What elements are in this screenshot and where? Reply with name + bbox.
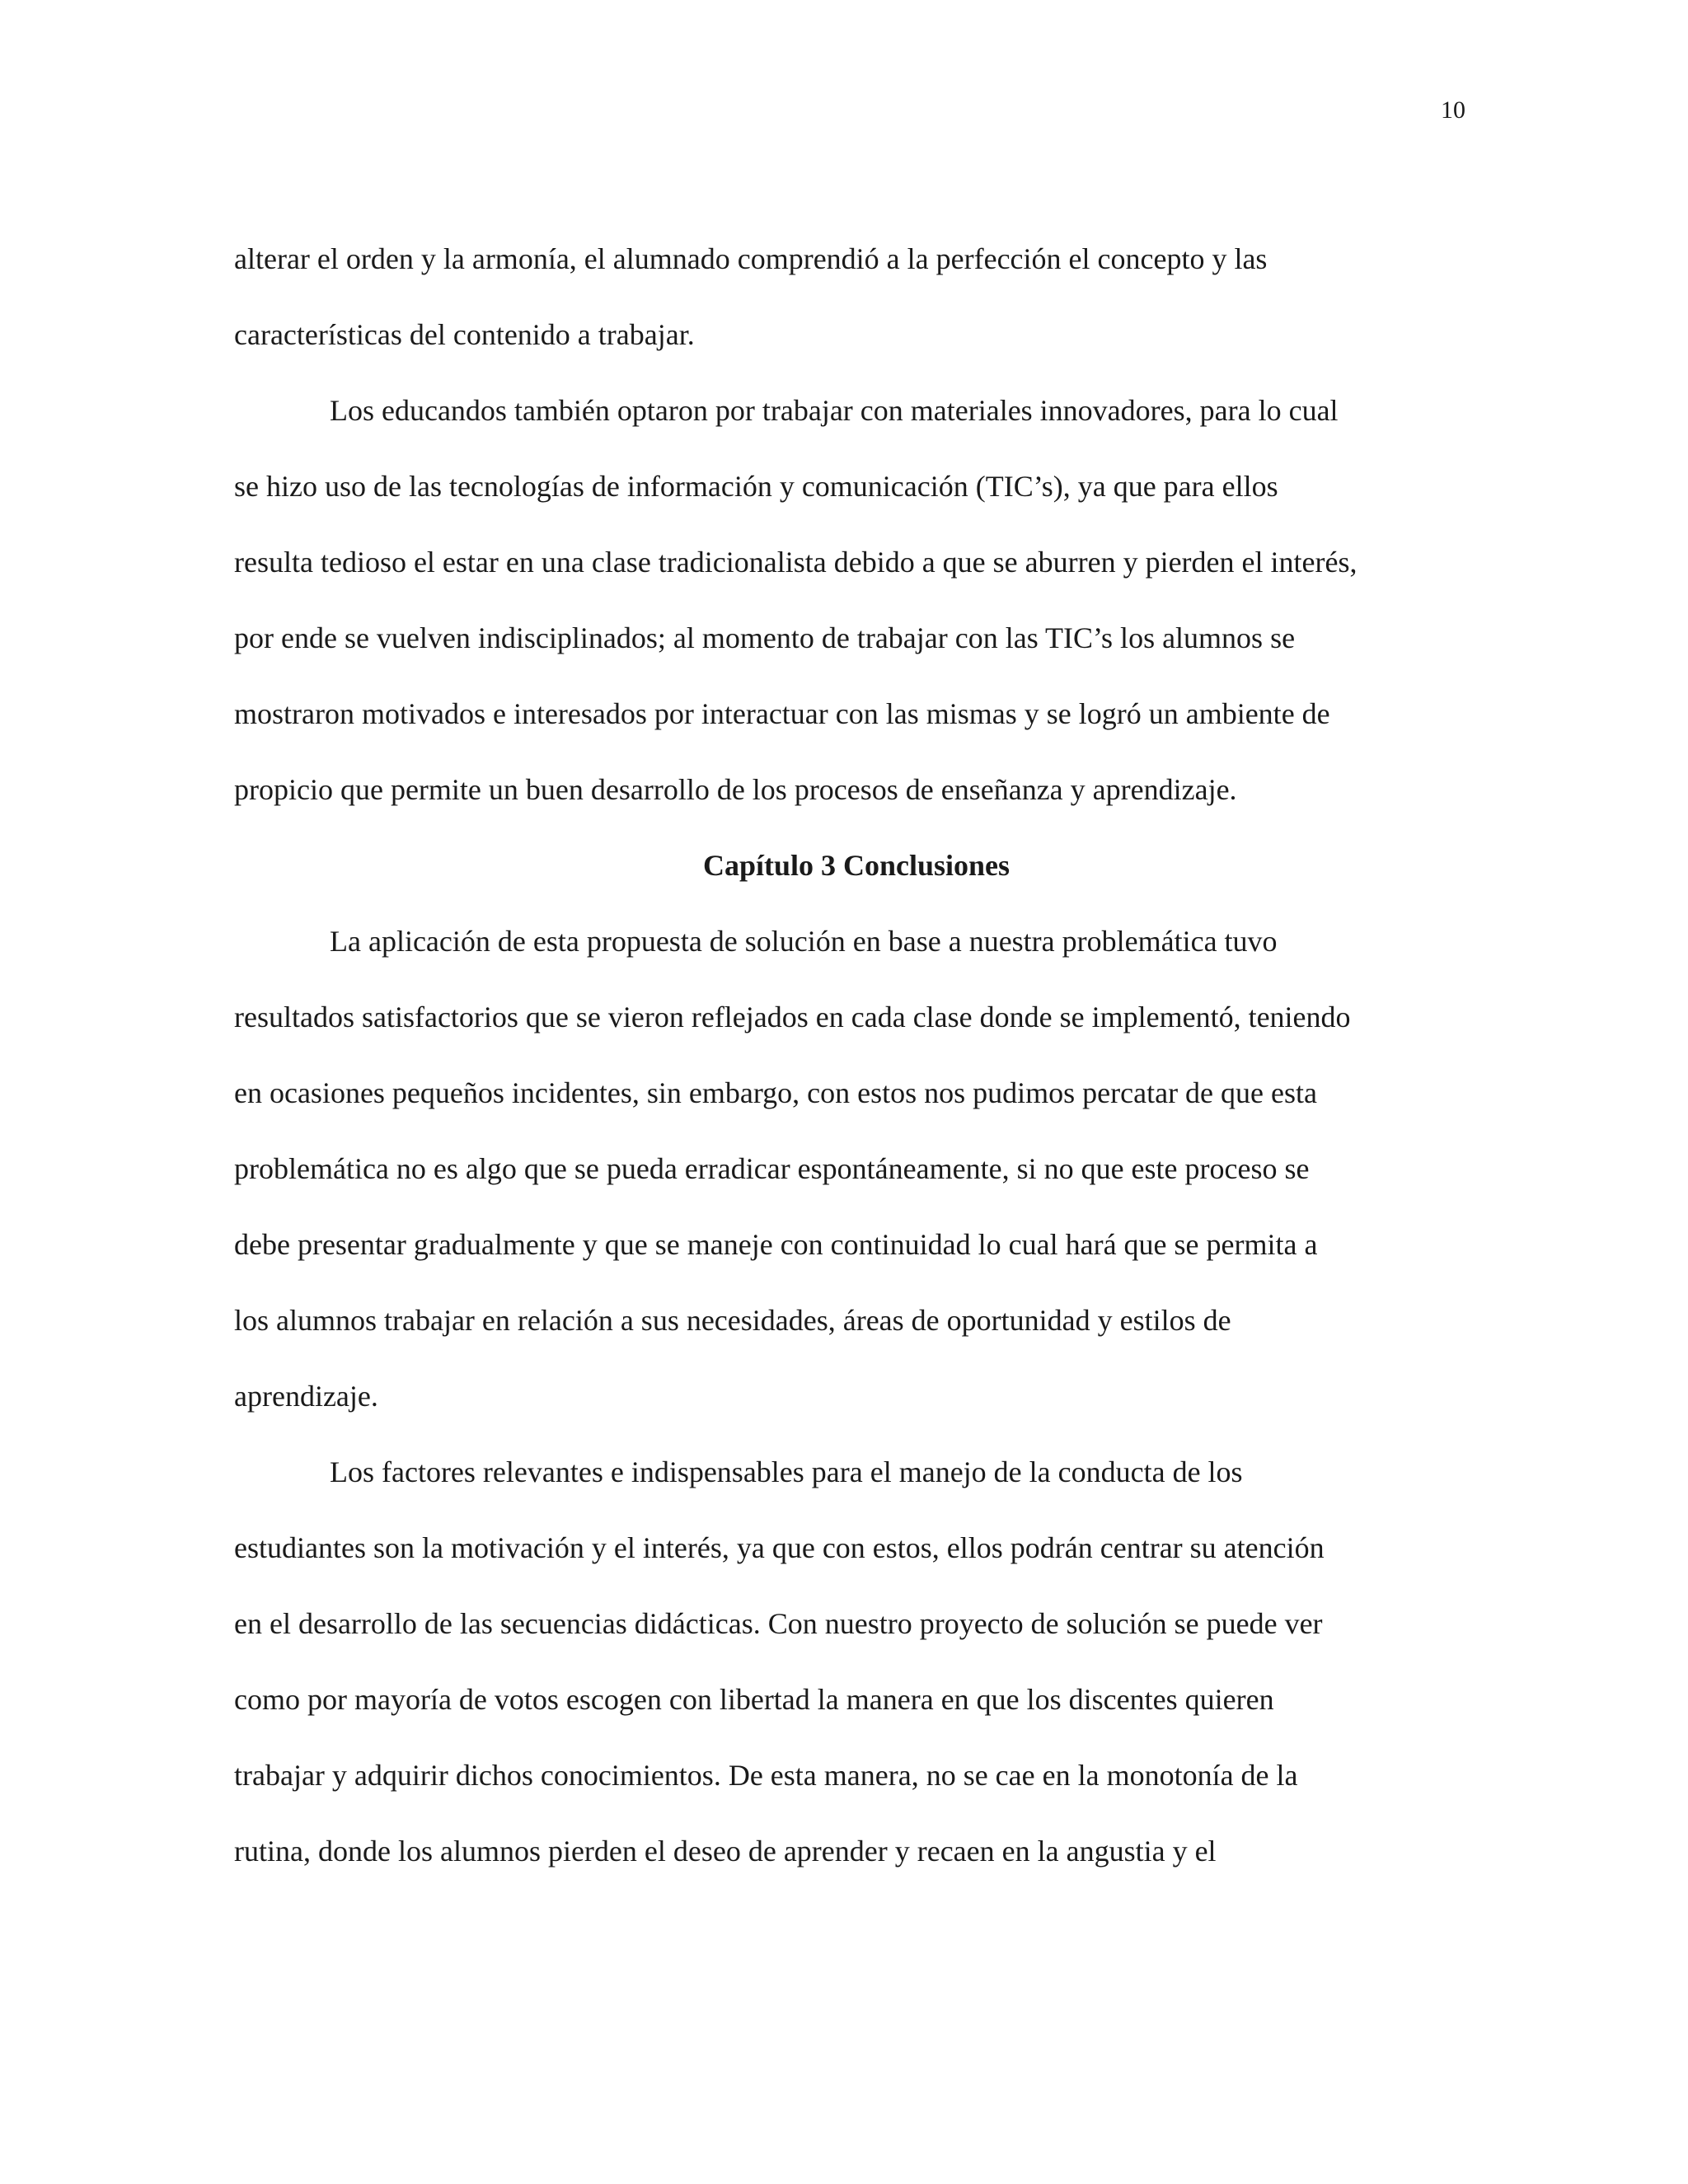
text-line: se hizo uso de las tecnologías de información y comunicación (TIC’s), ya que para ellos <box>234 470 1278 503</box>
text-line: trabajar y adquirir dichos conocimientos. De esta manera, no se cae en la monotonía de la <box>234 1759 1298 1792</box>
paragraph-factores <box>234 1434 1479 1889</box>
paragraph-aplicacion <box>234 903 1479 1434</box>
text-line: debe presentar gradualmente y que se maneje con continuidad lo cual hará que se permita a <box>234 1228 1318 1261</box>
text-line: Los educandos también optaron por trabajar con materiales innovadores, para lo cual <box>330 394 1339 427</box>
text-line: problemática no es algo que se pueda erradicar espontáneamente, si no que este proceso se <box>234 1152 1310 1185</box>
text-line: resultados satisfactorios que se vieron reflejados en cada clase donde se implementó, teniendo <box>234 1001 1351 1033</box>
text-line: La aplicación de esta propuesta de solución en base a nuestra problemática tuvo <box>330 925 1278 958</box>
text-line: aprendizaje. <box>234 1380 378 1413</box>
text-line: propicio que permite un buen desarrollo de los procesos de enseñanza y aprendizaje. <box>234 773 1237 806</box>
text-line: por ende se vuelven indisciplinados; al momento de trabajar con las TIC’s los alumnos se <box>234 621 1296 654</box>
chapter-heading: Capítulo 3 Conclusiones <box>702 849 1010 882</box>
paragraph-educandos <box>234 373 1479 827</box>
text-line: como por mayoría de votos escogen con libertad la manera en que los discentes quieren <box>234 1683 1274 1716</box>
text-line: alterar el orden y la armonía, el alumnado comprendió a la perfección el concepto y las <box>234 242 1268 275</box>
paragraph-continuation <box>234 221 1479 373</box>
text-line: en el desarrollo de las secuencias didácticas. Con nuestro proyecto de solución se puede ver <box>234 1607 1323 1640</box>
text-line: en ocasiones pequeños incidentes, sin embargo, con estos nos pudimos percatar de que esta <box>234 1076 1317 1109</box>
text-line: los alumnos trabajar en relación a sus necesidades, áreas de oportunidad y estilos de <box>234 1304 1231 1337</box>
text-line: características del contenido a trabajar. <box>234 318 695 351</box>
page-number: 10 <box>1441 96 1465 124</box>
text-line: resulta tedioso el estar en una clase tradicionalista debido a que se aburren y pierden el interés, <box>234 546 1357 579</box>
document-body <box>234 221 1479 1889</box>
text-line: mostraron motivados e interesados por interactuar con las mismas y se logró un ambiente de <box>234 697 1330 730</box>
text-line: rutina, donde los alumnos pierden el deseo de aprender y recaen en la angustia y el <box>234 1835 1217 1868</box>
text-line: Los factores relevantes e indispensables para el manejo de la conducta de los <box>330 1455 1243 1488</box>
text-line: estudiantes son la motivación y el interés, ya que con estos, ellos podrán centrar su atención <box>234 1531 1325 1564</box>
